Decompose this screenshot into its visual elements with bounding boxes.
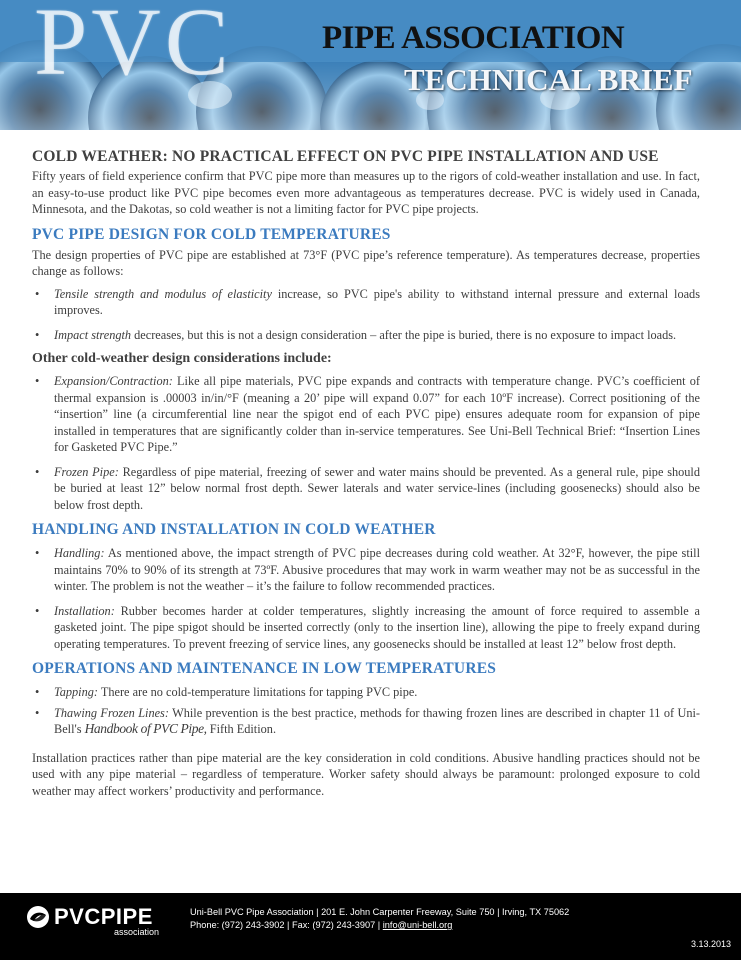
bullet-dot-icon: • bbox=[35, 705, 40, 720]
handling-heading: HANDLING AND INSTALLATION IN COLD WEATHER bbox=[32, 521, 436, 538]
bullet-dot-icon: • bbox=[35, 546, 40, 560]
other-considerations-heading: Other cold-weather design considerations include: bbox=[32, 351, 332, 366]
list-item bbox=[32, 464, 700, 514]
bullet-lead: Tapping: bbox=[54, 685, 98, 699]
handbook-title: Handbook of PVC Pipe, bbox=[84, 721, 207, 736]
pvc-logo-word: PVC bbox=[34, 0, 233, 95]
logo-text: PVCPIPE bbox=[54, 904, 153, 929]
bullet-lead: Installation: bbox=[54, 603, 115, 618]
design-heading: PVC PIPE DESIGN FOR COLD TEMPERATURES bbox=[32, 225, 391, 243]
main-heading: COLD WEATHER: NO PRACTICAL EFFECT ON PVC PIPE INSTALLATION AND USE bbox=[32, 148, 659, 165]
bullet-text: decreases, but this is not a design consideration – after the pipe is buried, there is no exposure to impact loads. bbox=[131, 327, 677, 342]
bullet-lead: Expansion/Contraction: bbox=[54, 374, 173, 388]
bullet-dot-icon: • bbox=[35, 685, 40, 699]
list-item bbox=[32, 545, 700, 595]
bullet-tail: Fifth Edition. bbox=[206, 722, 277, 736]
other-considerations-list bbox=[32, 373, 700, 513]
list-item bbox=[32, 373, 700, 456]
association-title: PIPE ASSOCIATION bbox=[322, 20, 625, 56]
bullet-lead: Frozen Pipe: bbox=[54, 464, 119, 479]
address-line: Uni-Bell PVC Pipe Association | 201 E. John Carpenter Freeway, Suite 750 | Irving, TX 75062 bbox=[190, 907, 570, 917]
bullet-dot-icon: • bbox=[35, 464, 40, 479]
bullet-dot-icon: • bbox=[35, 327, 40, 342]
footer bbox=[0, 893, 741, 960]
operations-bullet-list bbox=[32, 684, 700, 738]
header-banner bbox=[0, 0, 741, 130]
bullet-text: There are no cold-temperature limitations for tapping PVC pipe. bbox=[97, 685, 418, 699]
bullet-text: As mentioned above, the impact strength of PVC pipe decreases during cold weather. At 32°F, however, the pipe still maintains 70% to 90% of its strength at 73ºF. Abusive procedures that may work in warm weather may not be as successful in the winter. The problem is not the weather – it’s the failure to follow recommended practices. bbox=[54, 546, 700, 593]
operations-heading: OPERATIONS AND MAINTENANCE IN LOW TEMPERATURES bbox=[32, 660, 497, 677]
closing-paragraph: Installation practices rather than pipe material are the key consideration in cold conditions. Abusive handling practices should not be used with any pipe material – regardless of temperature. Worker safety should always be paramount: prolonged exposure to cold weather may affect workers’ productivity and performance. bbox=[32, 750, 700, 798]
bullet-text: Rubber becomes harder at colder temperatures, slightly increasing the amount of force required to assemble a gasketed joint. The pipe spigot should be inserted correctly (only to the insertion line), allowing the pipe to freely expand during operating temperatures. To prevent freezing of service lines, any goosenecks should be installed at least 12” below frost depth. bbox=[54, 603, 700, 651]
design-paragraph: The design properties of PVC pipe are established at 73°F (PVC pipe’s reference temperature). As temperatures decrease, properties change as follows: bbox=[32, 247, 700, 278]
bullet-lead: Impact strength bbox=[54, 327, 132, 342]
publication-date: 3.13.2013 bbox=[690, 939, 731, 949]
list-item bbox=[32, 286, 700, 319]
bullet-lead: Handling: bbox=[54, 546, 105, 560]
bullet-dot-icon: • bbox=[35, 374, 40, 388]
list-item bbox=[32, 327, 700, 344]
bullet-text: increase, so PVC pipe's ability to withstand internal pressure and external loads improves. bbox=[54, 286, 700, 317]
main-content bbox=[32, 148, 700, 799]
bullet-dot-icon: • bbox=[35, 286, 40, 301]
pvc-swirl-logo-icon bbox=[26, 905, 50, 929]
design-bullet-list bbox=[32, 286, 700, 344]
list-item bbox=[32, 603, 700, 653]
handling-bullet-list bbox=[32, 545, 700, 652]
list-item bbox=[32, 684, 700, 701]
bullet-dot-icon: • bbox=[35, 603, 40, 618]
bullet-text: While prevention is the best practice, methods for thawing frozen lines are described in chapter 11 of Uni-Bell's bbox=[54, 705, 701, 736]
phone-line bbox=[190, 919, 569, 932]
logo-subtext: association bbox=[114, 927, 160, 937]
bullet-text: Regardless of pipe material, freezing of sewer and water mains should be prevented. As a general rule, pipe should be buried at least 12” below normal frost depth. Sewer laterals and water service-lines (including goosenecks) should also be below frost depth. bbox=[54, 464, 700, 512]
phone-fax-text: Phone: (972) 243-3902 | Fax: (972) 243-3907 | bbox=[190, 920, 383, 930]
footer-logo bbox=[26, 905, 153, 929]
contact-info bbox=[190, 906, 569, 932]
bullet-text: Like all pipe materials, PVC pipe expands and contracts with temperature change. PVC’s coefficient of thermal expansion is .00003 in/in/°F (meaning a 20’ pipe will expand 0.07” for each 10ºF increase). Correct positioning of the “insertion” line (a circumferential line near the spigot end of each PVC pipe) ensures adequate room for expansion of pipe installed in temperatures that are significantly colder than in-service temperatures. See Uni-Bell Technical Brief: “Insertion Lines for Gasketed PVC Pipe.” bbox=[54, 374, 700, 454]
list-item bbox=[32, 705, 700, 738]
bullet-lead: Thawing Frozen Lines: bbox=[54, 705, 169, 720]
intro-paragraph: Fifty years of field experience confirm that PVC pipe more than measures up to the rigors of cold-weather installation and use. In fact, an easy-to-use product like PVC pipe becomes even more advantageous as temperatures decrease. PVC is widely used in Canada, Minnesota, and the Dakotas, so cold weather is not a limiting factor for PVC pipe projects. bbox=[32, 169, 700, 216]
email-link[interactable]: info@uni-bell.org bbox=[382, 920, 453, 930]
technical-brief-title: TECHNICAL BRIEF bbox=[404, 62, 693, 97]
bullet-lead: Tensile strength and modulus of elasticity bbox=[54, 286, 272, 301]
